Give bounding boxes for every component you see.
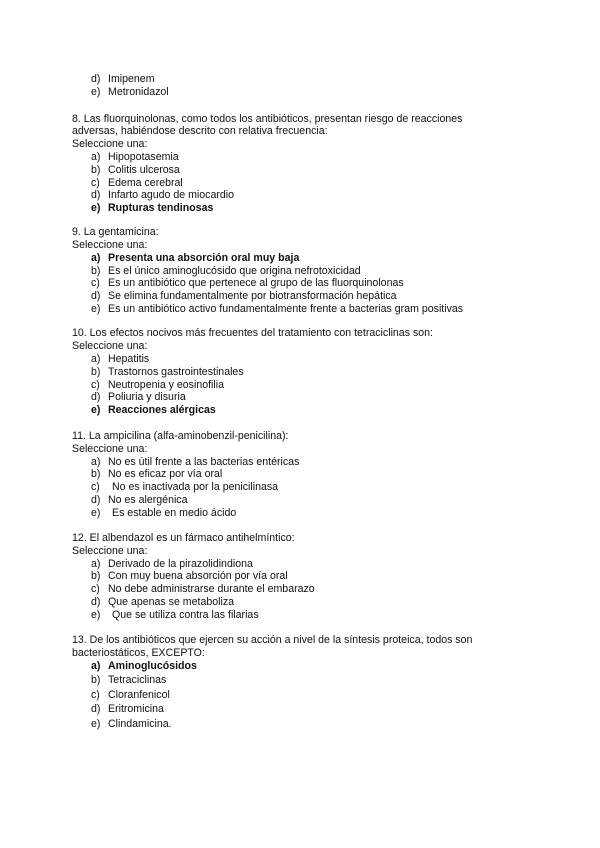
question-9-stem-line-1: 9. La gentamicina: (72, 226, 159, 238)
option-text: Imipenem (108, 73, 155, 85)
question-8-prompt: Seleccione una: (72, 138, 148, 150)
question-8-option-b: b) Colitis ulcerosa (91, 164, 180, 176)
question-10-option-d: d) Poliuria y disuria (91, 391, 186, 403)
question-12-option-a: a) Derivado de la pirazolidindiona (91, 558, 253, 570)
question-13-option-e: e) Clindamicina. (91, 718, 172, 730)
question-8-option-e: e) Rupturas tendinosas (91, 202, 214, 214)
question-12-option-b: b) Con muy buena absorción por vía oral (91, 570, 288, 582)
question-13-option-b: b) Tetraciclinas (91, 674, 167, 686)
question-12-prompt: Seleccione una: (72, 545, 148, 557)
option-carryover-d: d) Imipenem (91, 73, 155, 85)
question-9-option-c: c) Es un antibiótico que pertenece al grupo de las fluorquinolonas (91, 277, 404, 289)
question-11-option-e: e) Es estable en medio ácido (91, 507, 237, 519)
question-8-stem-line-1: 8. Las fluorquinolonas, como todos los antibióticos, presentan riesgo de reacciones (72, 113, 463, 125)
question-8-option-c: c) Edema cerebral (91, 177, 183, 189)
question-12-option-c: c) No debe administrarse durante el embarazo (91, 583, 315, 595)
question-10-stem-line-1: 10. Los efectos nocivos más frecuentes del tratamiento con tetraciclinas son: (72, 327, 433, 339)
question-13-option-d: d) Eritromicina (91, 703, 164, 715)
question-10-option-c: c) Neutropenia y eosinofilia (91, 379, 225, 391)
option-text: Metronidazol (108, 86, 169, 98)
question-8-option-d: d) Infarto agudo de miocardio (91, 189, 235, 201)
question-9-prompt: Seleccione una: (72, 239, 148, 251)
question-13-stem-line-1: 13. De los antibióticos que ejercen su acción a nivel de la síntesis proteica, todos son (72, 634, 473, 646)
question-10-option-b: b) Trastornos gastrointestinales (91, 366, 244, 378)
question-11-prompt: Seleccione una: (72, 443, 148, 455)
question-11-option-b: b) No es eficaz por vía oral (91, 468, 223, 480)
question-11-option-c: c) No es inactivada por la penicilinasa (91, 481, 279, 493)
question-8-option-a: a) Hipopotasemia (91, 151, 179, 163)
question-9-option-a: a) Presenta una absorción oral muy baja (91, 252, 300, 264)
question-12-stem-line-1: 12. El albendazol es un fármaco antihelmíntico: (72, 532, 295, 544)
question-10-option-a: a) Hepatitis (91, 353, 150, 365)
question-11-option-d: d) No es alergénica (91, 494, 188, 506)
question-13-stem-line-2: bacteriostáticos, EXCEPTO: (72, 647, 205, 659)
question-10-prompt: Seleccione una: (72, 340, 148, 352)
question-12-option-d: d) Que apenas se metaboliza (91, 596, 235, 608)
option-carryover-e: e) Metronidazol (91, 86, 169, 98)
question-13-option-a: a) Aminoglucósidos (91, 660, 197, 672)
question-11-stem-line-1: 11. La ampicilina (alfa-aminobenzil-penicilina): (72, 430, 289, 442)
question-9-option-b: b) Es el único aminoglucósido que origina nefrotoxicidad (91, 265, 361, 277)
question-9-option-d: d) Se elimina fundamentalmente por biotransformación hepática (91, 290, 397, 302)
question-13-option-c: c) Cloranfenicol (91, 689, 170, 701)
question-8-stem-line-2: adversas, habiéndose descrito con relativa frecuencia: (72, 125, 328, 137)
question-10-option-e: e) Reacciones alérgicas (91, 404, 216, 416)
question-9-option-e: e) Es un antibiótico activo fundamentalmente frente a bacterias gram positivas (91, 303, 464, 315)
question-11-option-a: a) No es útil frente a las bacterias entéricas (91, 456, 300, 468)
question-12-option-e: e) Que se utiliza contra las filarias (91, 609, 259, 621)
